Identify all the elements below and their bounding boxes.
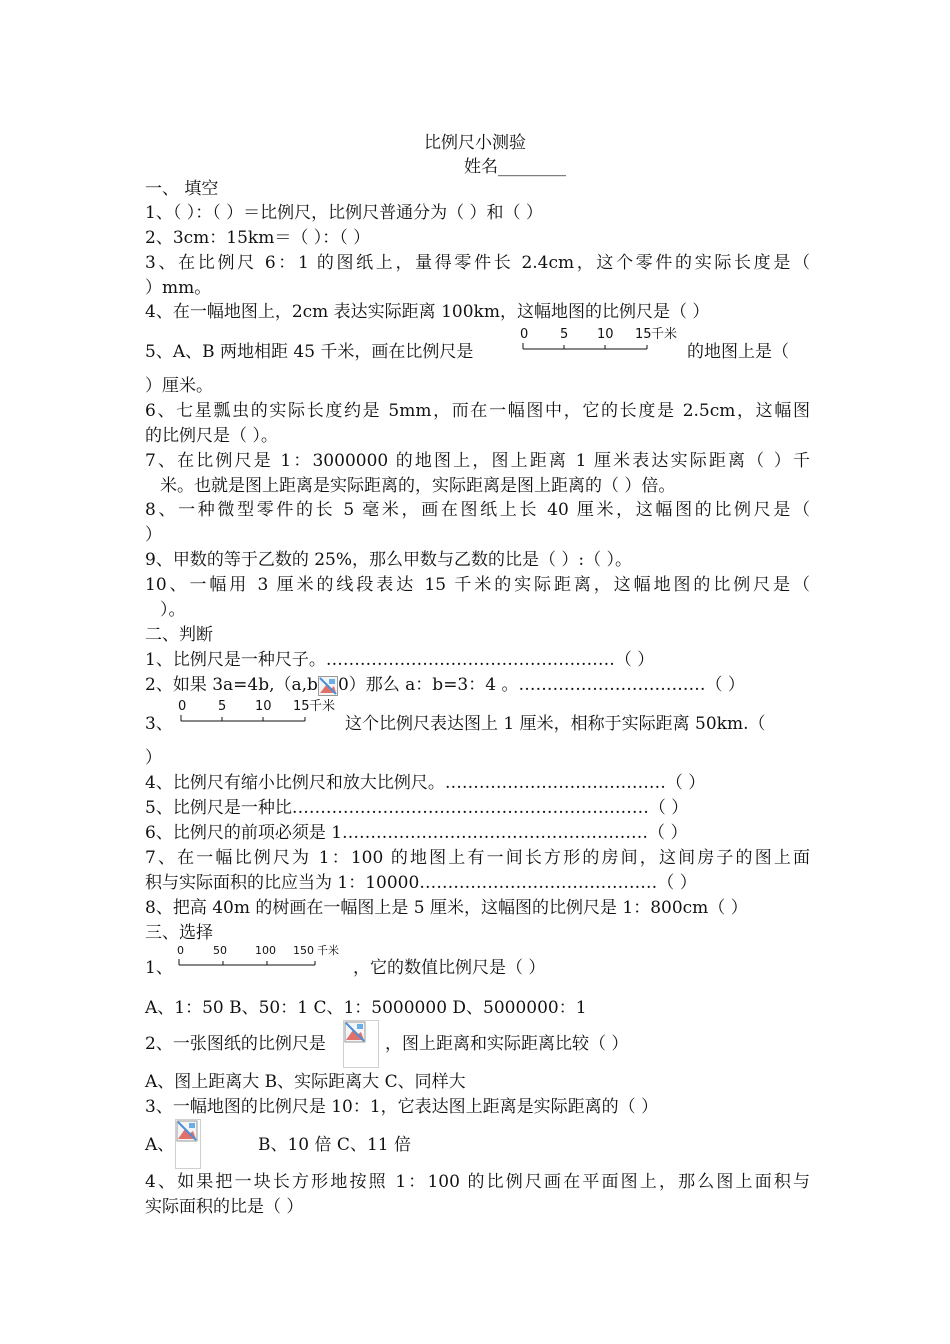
name-field-label: 姓名________ [464, 157, 566, 177]
s1-question-2: 2、3cm：15km＝（ ）：（ ） [145, 228, 371, 248]
broken-image-icon [343, 1020, 379, 1068]
s3-question-2-text-b: ，图上距离和实际距离比较（ ） [385, 1034, 629, 1054]
scale-tick-label: 150 [293, 944, 314, 957]
s2-question-6: 6、比例尺的前项必须是 1………………………………………………（ ） [145, 823, 688, 843]
page-title: 比例尺小测验 [424, 133, 526, 153]
s1-question-1: 1、（ ）：（ ）＝比例尺，比例尺普通分为（ ）和（ ） [145, 203, 543, 223]
section1-heading: 一、 填空 [145, 179, 219, 199]
s3-question-3-options [145, 1133, 810, 1158]
scale-tick-label: 0 [178, 699, 187, 714]
section3-heading: 三、选择 [145, 923, 213, 943]
s1-question-6-line2: 的比例尺是（ ）。 [145, 426, 278, 446]
s1-question-3-line2: ）mm。 [145, 278, 212, 298]
s2-question-2 [145, 673, 810, 698]
s3-question-2-options: A、图上距离大 B、实际距离大 C、同样大 [145, 1072, 466, 1092]
s2-question-8: 8、把高 40m 的树画在一幅图上是 5 厘米，这幅图的比例尺是 1：800cm（ ） [145, 898, 748, 918]
s3-question-3-option-a: A、 [145, 1135, 175, 1155]
s1-question-5-text-b: 的地图上是（ [687, 342, 789, 362]
s3-question-1-number: 1、 [145, 958, 173, 978]
s3-question-2-text-a: 2、一张图纸的比例尺是 [145, 1034, 326, 1054]
s2-question-3-line1 [145, 699, 810, 737]
scale-tick-label: 50 [213, 944, 227, 957]
s2-question-7-line2: 积与实际面积的比应当为 1：10000……………………………………（ ） [145, 873, 697, 893]
section2-heading: 二、判断 [145, 625, 213, 645]
s1-question-6-line1: 6、七星瓢虫的实际长度约是 5mm，而在一幅图中，它的长度是 2.5cm，这幅图 [145, 401, 810, 421]
broken-image-icon [175, 1119, 201, 1169]
scale-bar-km-150 [175, 943, 355, 983]
s3-question-1-text: ，它的数值比例尺是（ ） [353, 958, 546, 978]
scale-bar-km-15 [175, 697, 345, 739]
s2-question-1: 1、比例尺是一种尺子。……………………………………………（ ） [145, 650, 655, 670]
scale-tick-label: 10 [255, 699, 272, 714]
s2-question-3-number: 3、 [145, 714, 173, 734]
s3-question-4-line1: 4、如果把一块长方形地按照 1：100 的比例尺画在平面图上，那么图上面积与 [145, 1172, 810, 1192]
s1-question-7-line2: 米。也就是图上距离是实际距离的，实际距离是图上距离的（ ）倍。 [160, 476, 676, 496]
s1-question-5-line1 [145, 327, 810, 365]
s3-question-3-options-bc: B、10 倍 C、11 倍 [258, 1135, 411, 1155]
scale-tick-label: 5 [560, 327, 569, 342]
s2-question-5: 5、比例尺是一种比………………………………………………………（ ） [145, 798, 689, 818]
s3-question-2 [145, 1032, 810, 1057]
s1-question-8-line1: 8、一种微型零件的长 5 毫米，画在图纸上长 40 厘米，这幅图的比例尺是（ [145, 500, 810, 520]
s2-question-4: 4、比例尺有缩小比例尺和放大比例尺。…………………………………（ ） [145, 773, 706, 793]
s2-question-2-text-b: 0）那么 a：b=3：4 。……………………………（ ） [337, 675, 745, 695]
s2-question-3-line2: ） [145, 748, 162, 768]
scale-tick-label: 15 [293, 699, 310, 714]
scale-unit-label: 千米 [651, 327, 678, 342]
broken-image-icon [318, 676, 338, 696]
s1-question-9: 9、甲数的等于乙数的 25%，那么甲数与乙数的比是（ ）:（ ）。 [145, 550, 633, 570]
s2-question-2-text-a: 2、如果 3a=4b,（a,b [145, 675, 318, 695]
s1-question-10-line2: ）。 [160, 600, 186, 620]
s3-question-4-line2: 实际面积的比是（ ） [145, 1197, 304, 1217]
scale-unit-label: 千米 [317, 944, 339, 957]
scale-tick-label: 100 [255, 944, 276, 957]
s1-question-10-line1: 10、一幅用 3 厘米的线段表达 15 千米的实际距离，这幅地图的比例尺是（ [145, 575, 810, 595]
s1-question-5-line2: ）厘米。 [145, 376, 213, 396]
scale-tick-label: 15 [635, 327, 652, 342]
s2-question-3-text: 这个比例尺表达图上 1 厘米，相称于实际距离 50km.（ [345, 714, 766, 734]
s1-question-7-line1: 7、在比例尺是 1：3000000 的地图上，图上距离 1 厘米表达实际距离（ ）千 [145, 451, 810, 471]
scale-tick-label: 5 [218, 699, 227, 714]
scale-unit-label: 千米 [309, 699, 336, 714]
scale-tick-label: 0 [520, 327, 529, 342]
scale-tick-label: 0 [177, 944, 184, 957]
scale-bar-km-15 [517, 325, 687, 367]
s2-question-7-line1: 7、在一幅比例尺为 1：100 的地图上有一间长方形的房间，这间房子的图上面 [145, 848, 810, 868]
s3-question-1-options: A、1：50 B、50：1 C、1：5000000 D、5000000：1 [145, 998, 587, 1018]
s1-question-8-line2: ） [145, 525, 162, 545]
s3-question-1 [145, 944, 810, 981]
s1-question-3-line1: 3、在比例尺 6：1 的图纸上，量得零件长 2.4cm，这个零件的实际长度是（ [145, 253, 810, 273]
s1-question-5-text-a: 5、A、B 两地相距 45 千米，画在比例尺是 [145, 342, 474, 362]
scale-tick-label: 10 [597, 327, 614, 342]
s3-question-3: 3、一幅地图的比例尺是 10：1，它表达图上距离是实际距离的（ ） [145, 1097, 659, 1117]
s1-question-4: 4、在一幅地图上，2cm 表达实际距离 100km，这幅地图的比例尺是（ ） [145, 302, 710, 322]
